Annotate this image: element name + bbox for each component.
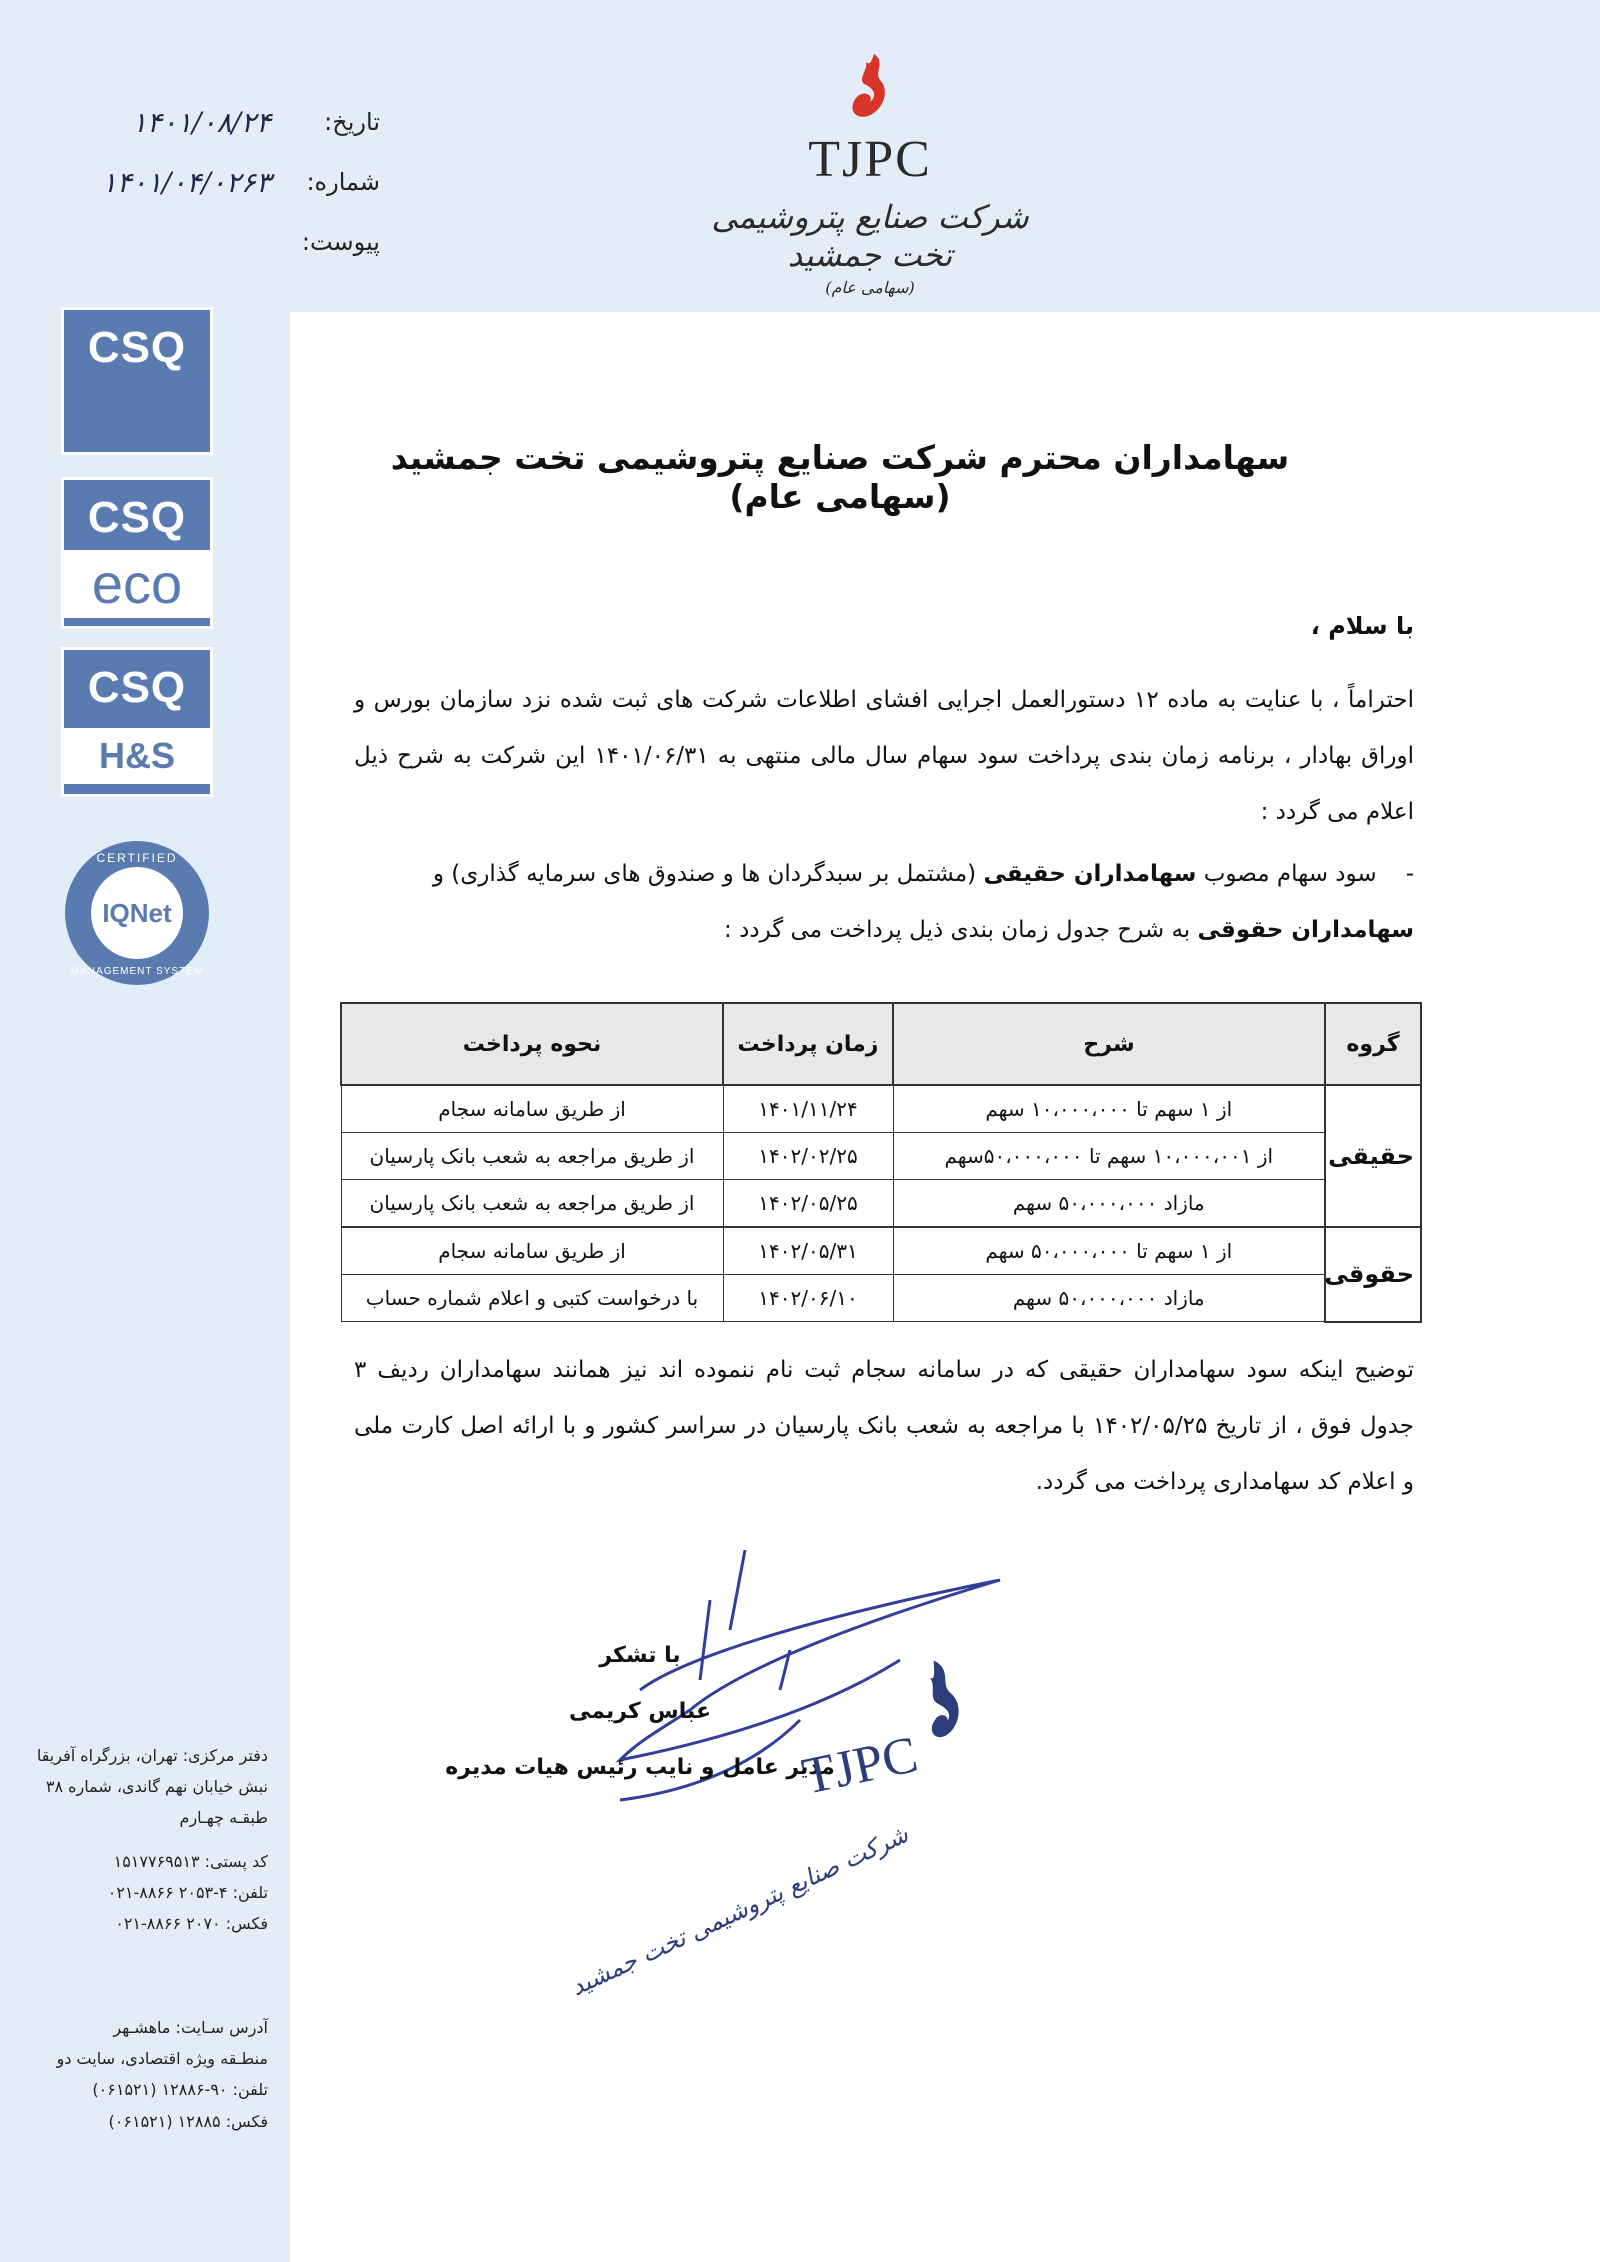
csq-label: CSQ (87, 663, 187, 712)
iqnet-label: IQNet (102, 898, 172, 928)
date-cell: ۱۴۰۲/۰۶/۱۰ (723, 1275, 893, 1322)
site-phone: تلفن: ۹۰-۱۲۸۸۶ (۰۶۱۵۲۱) (92, 2080, 268, 2100)
bullet-dash: - (1405, 861, 1414, 887)
date-cell: ۱۴۰۲/۰۲/۲۵ (723, 1133, 893, 1180)
address-line: دفتر مرکزی: تهران، بزرگراه آفریقا (36, 1746, 268, 1765)
head-office-address (18, 1740, 268, 1939)
stamp-mark: TJPC (797, 1725, 923, 1806)
address-line: آدرس سـایت: ماهشـهر (113, 2018, 268, 2037)
office-fax: فکس: ۲۰۷۰ ۸۸۶۶-۰۲۱ (115, 1913, 268, 1933)
method-cell: با درخواست کتبی و اعلام شماره حساب (341, 1275, 723, 1322)
header-payment-date: زمان پرداخت (723, 1003, 893, 1085)
header-description: شرح (893, 1003, 1325, 1085)
date-label: تاریخ: (324, 108, 380, 136)
header-payment-method: نحوه پرداخت (341, 1003, 723, 1085)
bullet-text: به شرح جدول زمان بندی ذیل پرداخت می گردد : (724, 917, 1191, 943)
logo-mark: TJPC (808, 131, 932, 188)
payment-schedule-table (340, 1002, 1422, 1323)
date-cell: ۱۴۰۲/۰۵/۳۱ (723, 1227, 893, 1275)
table-row (341, 1180, 1421, 1228)
table-header-row (341, 1003, 1421, 1085)
table-row (341, 1275, 1421, 1322)
hs-label: H&S (64, 728, 210, 784)
iqnet-seal-icon (62, 838, 212, 988)
date-cell: ۱۴۰۱/۱۱/۲۴ (723, 1085, 893, 1133)
table-row (341, 1133, 1421, 1180)
signer-name: عباس کریمی (568, 1699, 712, 1724)
company-logo (690, 50, 1050, 297)
flame-icon (840, 50, 900, 130)
postal-code: کد پستی: ۱۵۱۷۷۶۹۵۱۳ (113, 1851, 268, 1871)
bullet-paragraph (354, 846, 1414, 958)
greeting: با سلام ، (1310, 612, 1414, 640)
signature-block (440, 1628, 840, 1796)
site-fax: فکس: ۱۲۸۸۵ (۰۶۱۵۲۱) (108, 2111, 268, 2131)
date-row (80, 92, 380, 152)
stamp-name: شرکت صنایع پتروشیمی تخت جمشید (566, 1820, 913, 2002)
explanation-note: توضیح اینکه سود سهامداران حقیقی که در سامانه سجام ثبت نام ننموده اند نیز همانند سهامداران ردیف ۳ جدول فوق ، از تاریخ ۱۴۰۲/۰۵/۲۵ با مراجعه به شعب بانک پارسیان در سراسر کشور و با ارائه اصل کارت ملی و اعلام کد سهامداری پرداخت می گردد. (354, 1357, 1414, 1495)
csq-label: CSQ (87, 493, 187, 542)
office-phone: تلفن: ۴-۲۰۵۳ ۸۸۶۶-۰۲۱ (107, 1882, 268, 1902)
number-value: ۱۴۰۱/۰۴/۰۲۶۳ (101, 165, 271, 199)
logo-company-type: (سهامی عام) (825, 278, 915, 297)
bullet-bold: سهامداران حقیقی (983, 861, 1197, 887)
site-address (18, 2012, 268, 2137)
bullet-text: سود سهام مصوب (1203, 861, 1377, 887)
address-line: منطـقه ویژه اقتصادی، سایت دو (56, 2049, 268, 2069)
address-line: نبش خیابان نهم گاندی، شماره ۳۸ (45, 1777, 268, 1797)
description-cell: از ۱ سهم تا ۵۰،۰۰۰،۰۰۰ سهم (893, 1227, 1325, 1275)
number-label: شماره: (306, 168, 380, 196)
group-cell: حقیقی (1325, 1085, 1421, 1227)
letter-meta (80, 92, 380, 272)
bullet-text: (مشتمل بر سبدگردان ها و صندوق های سرمایه گذاری) و (432, 861, 977, 887)
iqnet-bottom-label: MANAGEMENT SYSTEM (70, 966, 204, 977)
description-cell: از ۱۰،۰۰۰،۰۰۱ سهم تا ۵۰،۰۰۰،۰۰۰سهم (893, 1133, 1325, 1180)
iqnet-top-label: CERTIFIED (96, 851, 178, 865)
csq-eco-badge (64, 480, 210, 626)
number-row (80, 152, 380, 212)
description-cell: از ۱ سهم تا ۱۰،۰۰۰،۰۰۰ سهم (893, 1085, 1325, 1133)
csq-label: CSQ (87, 323, 187, 372)
date-cell: ۱۴۰۲/۰۵/۲۵ (723, 1180, 893, 1228)
csq-hs-badge (64, 650, 210, 794)
description-cell: مازاد ۵۰،۰۰۰،۰۰۰ سهم (893, 1275, 1325, 1322)
attachment-row (80, 212, 380, 272)
method-cell: از طریق سامانه سجام (341, 1085, 723, 1133)
table-row (341, 1085, 1421, 1133)
table-row (341, 1227, 1421, 1275)
attachment-label: پیوست: (301, 228, 380, 256)
intro-paragraph: احتراماً ، با عنایت به ماده ۱۲ دستورالعمل اجرایی افشای اطلاعات شرکت های ثبت شده نزد سازمان بورس و اوراق بهادار ، برنامه زمان بندی پرداخت سود سهام سال مالی منتهی به ۱۴۰۱/۰۶/۳۱ این شرکت به شرح ذیل اعلام می گردد : (354, 687, 1414, 825)
method-cell: از طریق مراجعه به شعب بانک پارسیان (341, 1133, 723, 1180)
date-value: ۱۴۰۱/۰۸/۲۴ (131, 105, 271, 139)
eco-label: eco (64, 550, 210, 618)
address-line: طبقـه چهـارم (179, 1808, 268, 1828)
logo-company-name: شرکت صنایع پتروشیمی تخت جمشید (711, 198, 1029, 274)
group-cell: حقوقی (1325, 1227, 1421, 1322)
method-cell: از طریق مراجعه به شعب بانک پارسیان (341, 1180, 723, 1228)
closing-text: با تشکر (599, 1643, 681, 1668)
bullet-bold: سهامداران حقوقی (1197, 917, 1414, 943)
header-group: گروه (1325, 1003, 1421, 1085)
letter-title: سهامداران محترم شرکت صنایع پتروشیمی تخت جمشید (سهامی عام) (390, 438, 1290, 516)
signer-title: مدیر عامل و نایب رئیس هیات مدیره (445, 1755, 835, 1780)
description-cell: مازاد ۵۰،۰۰۰،۰۰۰ سهم (893, 1180, 1325, 1228)
method-cell: از طریق سامانه سجام (341, 1227, 723, 1275)
csq-badge (64, 310, 210, 452)
